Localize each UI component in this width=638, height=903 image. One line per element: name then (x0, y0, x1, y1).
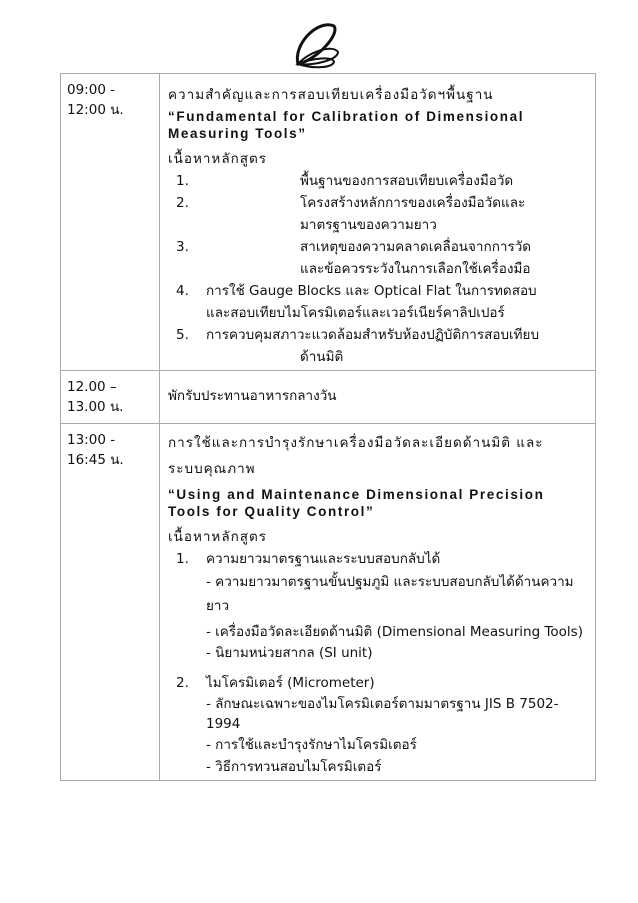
butterfly-logo-icon (288, 14, 348, 70)
content-label: เนื้อหาหลักสูตร (168, 529, 268, 545)
time-cell (61, 371, 160, 424)
sub-item: - นิยามหน่วยสากล (SI unit) (206, 645, 373, 661)
list-item (176, 324, 587, 346)
item-number: 1. (176, 551, 189, 567)
schedule-row-lunch (61, 371, 596, 424)
time-end: 13.00 น. (67, 399, 124, 415)
content-label: เนื้อหาหลักสูตร (168, 151, 268, 167)
schedule-table (60, 73, 596, 781)
item-number: 2. (176, 195, 189, 211)
session-title-en: “Using and Maintenance Dimensional Precision Tools for Quality Control” (168, 487, 545, 519)
schedule-row-morning (61, 74, 596, 371)
item-number: 4. (176, 283, 189, 299)
session-title-th: การใช้และการบำรุงรักษาเครื่องมือวัดละเอียดด้านมิติ และ (168, 435, 544, 451)
lunch-break-text: พักรับประทานอาหารกลางวัน (160, 371, 596, 424)
item-text: ด้านมิติ (300, 349, 344, 365)
session-content (160, 74, 596, 371)
list-item (176, 192, 587, 236)
item-text: สาเหตุของความคลาดเคลื่อนจากการวัด (300, 239, 532, 255)
item-number: 5. (176, 327, 189, 343)
item-heading: ความยาวมาตรฐานและระบบสอบกลับได้ (206, 551, 441, 567)
sub-item: - เครื่องมือวัดละเอียดด้านมิติ (Dimensional Measuring Tools) (206, 624, 583, 640)
list-item (176, 548, 587, 570)
item-text: การใช้ Gauge Blocks และ Optical Flat ในการทดสอบ (206, 283, 537, 299)
list-item (176, 280, 587, 324)
list-item (176, 672, 587, 694)
sub-item: - การใช้และบำรุงรักษาไมโครมิเตอร์ (206, 737, 417, 753)
item-number: 2. (176, 675, 189, 691)
list-item (176, 170, 587, 192)
time-cell (61, 74, 160, 371)
list-item (176, 236, 587, 280)
item-number: 3. (176, 239, 189, 255)
time-cell (61, 424, 160, 781)
sub-item: - ความยาวมาตรฐานขั้นปฐมภูมิ และระบบสอบกลับได้ด้านความยาว (206, 574, 574, 614)
sub-item: - ลักษณะเฉพาะของไมโครมิเตอร์ตามมาตรฐาน JIS B 7502-1994 (206, 696, 559, 732)
session-title-th: ระบบคุณภาพ (168, 461, 256, 477)
session-content (160, 424, 596, 781)
item-text: โครงสร้างหลักการของเครื่องมือวัดและ (300, 195, 526, 211)
schedule-row-afternoon (61, 424, 596, 781)
time-end: 16:45 น. (67, 452, 124, 468)
session-title-th: ความสำคัญและการสอบเทียบเครื่องมือวัดฯพื้นฐาน (168, 87, 494, 103)
item-text: และสอบเทียบไมโครมิเตอร์และเวอร์เนียร์คาลิปเปอร์ (206, 305, 505, 321)
item-text: และข้อควรระวังในการเลือกใช้เครื่องมือ (300, 261, 531, 277)
time-start: 13:00 - (67, 432, 116, 448)
item-text: การควบคุมสภาวะแวดล้อมสำหรับห้องปฏิบัติการสอบเทียบ (206, 327, 540, 343)
session-title-en: “Fundamental for Calibration of Dimensional Measuring Tools” (168, 109, 525, 141)
sub-item: - วิธีการทวนสอบไมโครมิเตอร์ (206, 759, 382, 775)
time-end: 12:00 น. (67, 102, 124, 118)
item-text: มาตรฐานของความยาว (300, 217, 437, 233)
item-number: 1. (176, 173, 189, 189)
time-start: 09:00 - (67, 82, 116, 98)
item-heading: ไมโครมิเตอร์ (Micrometer) (206, 675, 375, 691)
item-text: พื้นฐานของการสอบเทียบเครื่องมือวัด (300, 173, 514, 189)
time-start: 12.00 – (67, 379, 117, 395)
